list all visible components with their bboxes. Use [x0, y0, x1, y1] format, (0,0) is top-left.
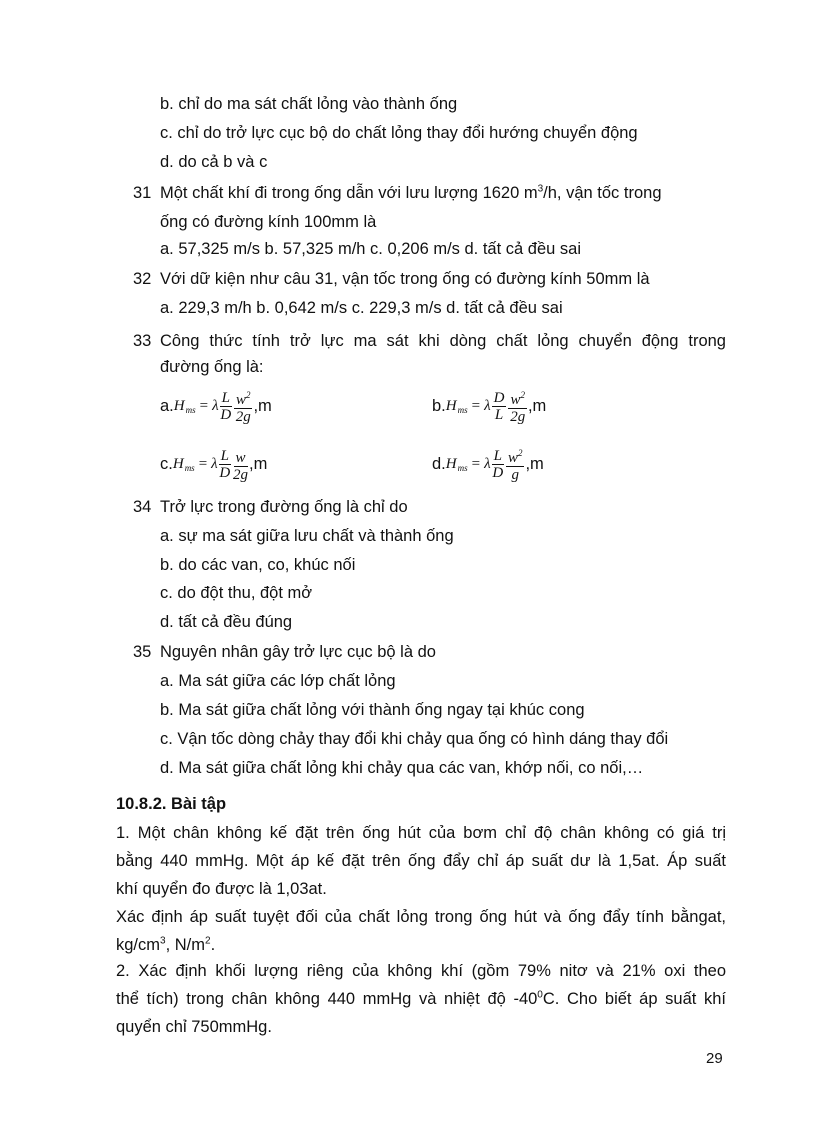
formula-c: [160, 445, 267, 483]
formula-label: d.: [432, 454, 446, 473]
section-heading: 10.8.2. Bài tập: [116, 795, 227, 813]
q34-option-c: c. do đột thu, đột mở: [160, 584, 313, 602]
q31-number: 31: [133, 184, 152, 202]
exercise1-task-line2: $kg/cm^3$, $N/m^2$.: [116, 935, 216, 954]
formula-expression: H ms = λ $\frac{D}{L}$ $\frac{w^2}{2g}$: [446, 387, 528, 425]
q32-text: Với dữ kiện như câu 31, vận tốc trong ống có đường kính 50mm là: [160, 270, 650, 288]
q33-number: 33: [133, 332, 152, 350]
q34-option-a: a. sự ma sát giữa lưu chất và thành ống: [160, 527, 454, 545]
exercise2-line1: 2. Xác định khối lượng riêng của không khí (gồm 79% nitơ và 21% oxi theo: [116, 962, 726, 980]
q31-text-line1: Một chất khí đi trong ống dẫn với lưu lượng 1620 $m^3/h$, vận tốc trong: [160, 183, 662, 202]
page-number: 29: [706, 1050, 723, 1067]
q35-option-d: d. Ma sát giữa chất lỏng khi chảy qua các van, khớp nối, co nối,…: [160, 759, 644, 777]
formula-expression: H ms = λ $\frac{L}{D}$ $\frac{w^2}{g}$: [446, 445, 526, 483]
q30-option-b: b. chỉ do ma sát chất lỏng vào thành ống: [160, 95, 458, 113]
exercise1-task-line1: Xác định áp suất tuyệt đối của chất lỏng trong ống hút và ống đẩy tính bằngat,: [116, 908, 726, 926]
formula-d: [432, 445, 544, 483]
q30-option-d: d. do cả b và c: [160, 153, 268, 171]
exercise1-line1: 1. Một chân không kế đặt trên ống hút của bơm chỉ độ chân không có giá trị: [116, 824, 726, 842]
q35-text: Nguyên nhân gây trở lực cục bộ là do: [160, 643, 436, 661]
q34-text: Trở lực trong đường ống là chỉ do: [160, 498, 408, 516]
formula-label: a.: [160, 396, 174, 415]
exercise1-line3: khí quyển đo được là 1,03at.: [116, 880, 327, 898]
q32-number: 32: [133, 270, 152, 288]
formula-unit: ,m: [253, 396, 272, 415]
q33-text-line1: Công thức tính trở lực ma sát khi dòng chất lỏng chuyển động trong: [160, 332, 726, 350]
exercise2-line2: thể tích) trong chân không 440 mmHg và nhiệt độ $-40^0C$. Cho biết áp suất khí: [116, 989, 726, 1008]
q32-options: a. 229,3 m/h b. 0,642 m/s c. 229,3 m/s d. tất cả đều sai: [160, 299, 563, 317]
formula-unit: ,m: [527, 396, 547, 415]
formula-expression: H ms = λ $\frac{L}{D}$ $\frac{w^2}{2g}$: [174, 387, 254, 425]
q31-text-line2: ống có đường kính 100mm là: [160, 213, 377, 231]
q35-option-c: c. Vận tốc dòng chảy thay đổi khi chảy qua ống có hình dáng thay đổi: [160, 730, 669, 748]
formula-unit: ,m: [525, 454, 544, 473]
formula-b: [432, 387, 546, 425]
q31-options: a. 57,325 m/s b. 57,325 m/h c. 0,206 m/s d. tất cả đều sai: [160, 240, 581, 258]
q34-option-b: b. do các van, co, khúc nối: [160, 556, 356, 574]
formula-label: c.: [160, 454, 173, 473]
exercise1-line2: bằng 440 mmHg. Một áp kế đặt trên ống đẩy chỉ áp suất dư là 1,5at. Áp suất: [116, 852, 726, 870]
exercise2-line3: quyển chỉ 750mmHg.: [116, 1018, 272, 1036]
q33-text-line2: đường ống là:: [160, 358, 264, 376]
q34-number: 34: [133, 498, 152, 516]
formula-unit: ,m: [249, 454, 268, 473]
q34-option-d: d. tất cả đều đúng: [160, 613, 293, 631]
q30-option-c: c. chỉ do trở lực cục bộ do chất lỏng thay đổi hướng chuyển động: [160, 124, 638, 142]
q35-number: 35: [133, 643, 152, 661]
formula-a: [160, 387, 272, 425]
formula-label: b.: [432, 396, 446, 415]
formula-expression: H ms = λ $\frac{L}{D}$ $\frac{w}{2g}$: [173, 445, 249, 483]
q35-option-b: b. Ma sát giữa chất lỏng với thành ống ngay tại khúc cong: [160, 701, 585, 719]
q35-option-a: a. Ma sát giữa các lớp chất lỏng: [160, 672, 396, 690]
